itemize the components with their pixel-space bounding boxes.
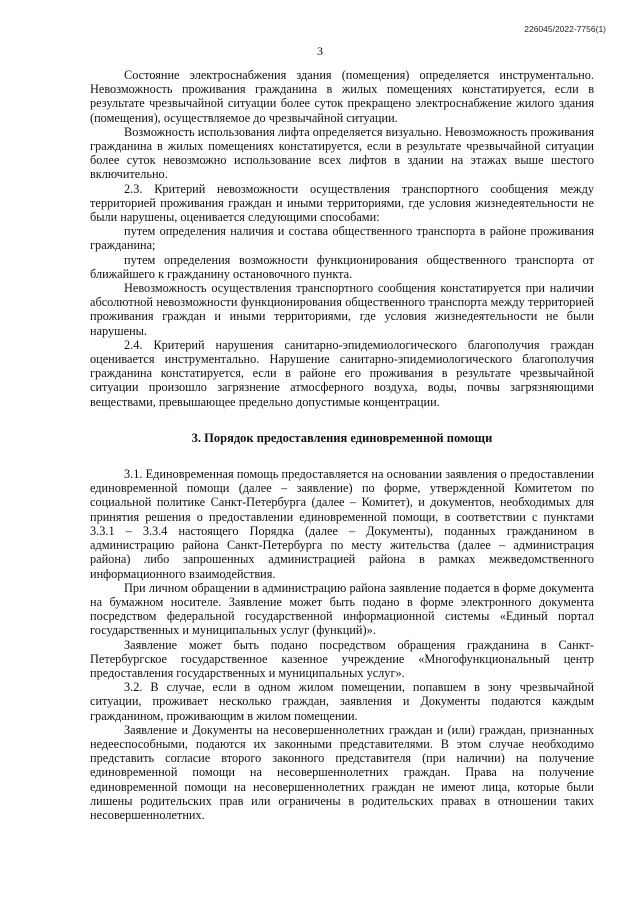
document-id: 226045/2022-7756(1) — [524, 24, 606, 34]
paragraph: 2.4. Критерий нарушения санитарно-эпидемиологического благополучия граждан оценивается инструментально. Нарушение санитарно-эпидемиологического благополучия гражданина констатируется, если в районе его проживания в результате чрезвычайной ситуации произошло загрязнение атмосферного воздуха, воды, почвы загрязняющими веществами, превышающее предельно допустимые концентрации. — [90, 337, 594, 409]
page-number: 3 — [317, 44, 323, 58]
paragraph: Невозможность осуществления транспортного сообщения констатируется при наличии абсолютной невозможности функционирования общественного транспорта между территорией проживания граждан и иными территориями, где условия жизнедеятельности не были нарушены. — [90, 281, 594, 338]
paragraph: Состояние электроснабжения здания (помещения) определяется инструментально. Невозможность проживания гражданина в жилых помещениях констатируется, если в результате чрезвычайной ситуации более суток прекращено электроснабжение жилого здания (помещения), осуществляемое до чрезвычайной ситуации. — [90, 68, 594, 125]
paragraph: Заявление может быть подано посредством обращения гражданина в Санкт-Петербургское государственное казенное учреждение «Многофункциональный центр предоставления государственных и муниципальных услуг». — [90, 637, 594, 680]
paragraph: путем определения возможности функционирования общественного транспорта от ближайшего к гражданину остановочного пункта. — [90, 252, 594, 281]
paragraph: путем определения наличия и состава общественного транспорта в районе проживания гражданина; — [90, 224, 594, 253]
document-body — [90, 68, 594, 822]
paragraph: 3.1. Единовременная помощь предоставляется на основании заявления о предоставлении единовременной помощи (далее – заявление) по форме, утвержденной Комитетом по социальной политике Санкт-Петербурга (далее – Комитет), и документов, необходимых для принятия решения о предоставлении единовременной помощи, в соответствии с пунктами 3.3.1 – 3.3.4 настоящего Порядка (далее – Документы), поданных гражданином в администрацию района Санкт-Петербурга по месту жительства (далее – администрация района) либо запрошенных администрацией района в рамках межведомственного информационного взаимодействия. — [90, 467, 594, 581]
paragraph: Заявление и Документы на несовершеннолетних граждан и (или) граждан, признанных недееспособными, подаются их законными представителями. В этом случае необходимо представить согласие второго законного представителя (при наличии) на получение единовременной помощи на несовершеннолетних граждан. Права на получение единовременной помощи на несовершеннолетних граждан не имеют лица, которые были лишены родительских прав или ограничены в родительских правах в отношении таких несовершеннолетних. — [90, 722, 594, 822]
paragraph: Возможность использования лифта определяется визуально. Невозможность проживания гражданина в жилых помещениях констатируется, если в результате чрезвычайной ситуации более суток невозможно использование всех лифтов в здании на этажах выше шестого включительно. — [90, 124, 594, 182]
section-title: 3. Порядок предоставления единовременной помощи — [191, 430, 493, 445]
paragraph: 2.3. Критерий невозможности осуществления транспортного сообщения между территорией проживания граждан и иными территориями, где условия жизнедеятельности не были нарушены, оценивается следующими способами: — [90, 181, 594, 225]
paragraph: При личном обращении в администрацию района заявление подается в форме документа на бумажном носителе. Заявление может быть подано в форме электронного документа посредством федеральной государственной информационной системы «Единый портал государственных и муниципальных услуг (функций)». — [90, 580, 594, 638]
paragraph: 3.2. В случае, если в одном жилом помещении, попавшем в зону чрезвычайной ситуации, проживает несколько граждан, заявления и Документы подаются каждым гражданином, проживающим в жилом помещении. — [90, 680, 594, 723]
